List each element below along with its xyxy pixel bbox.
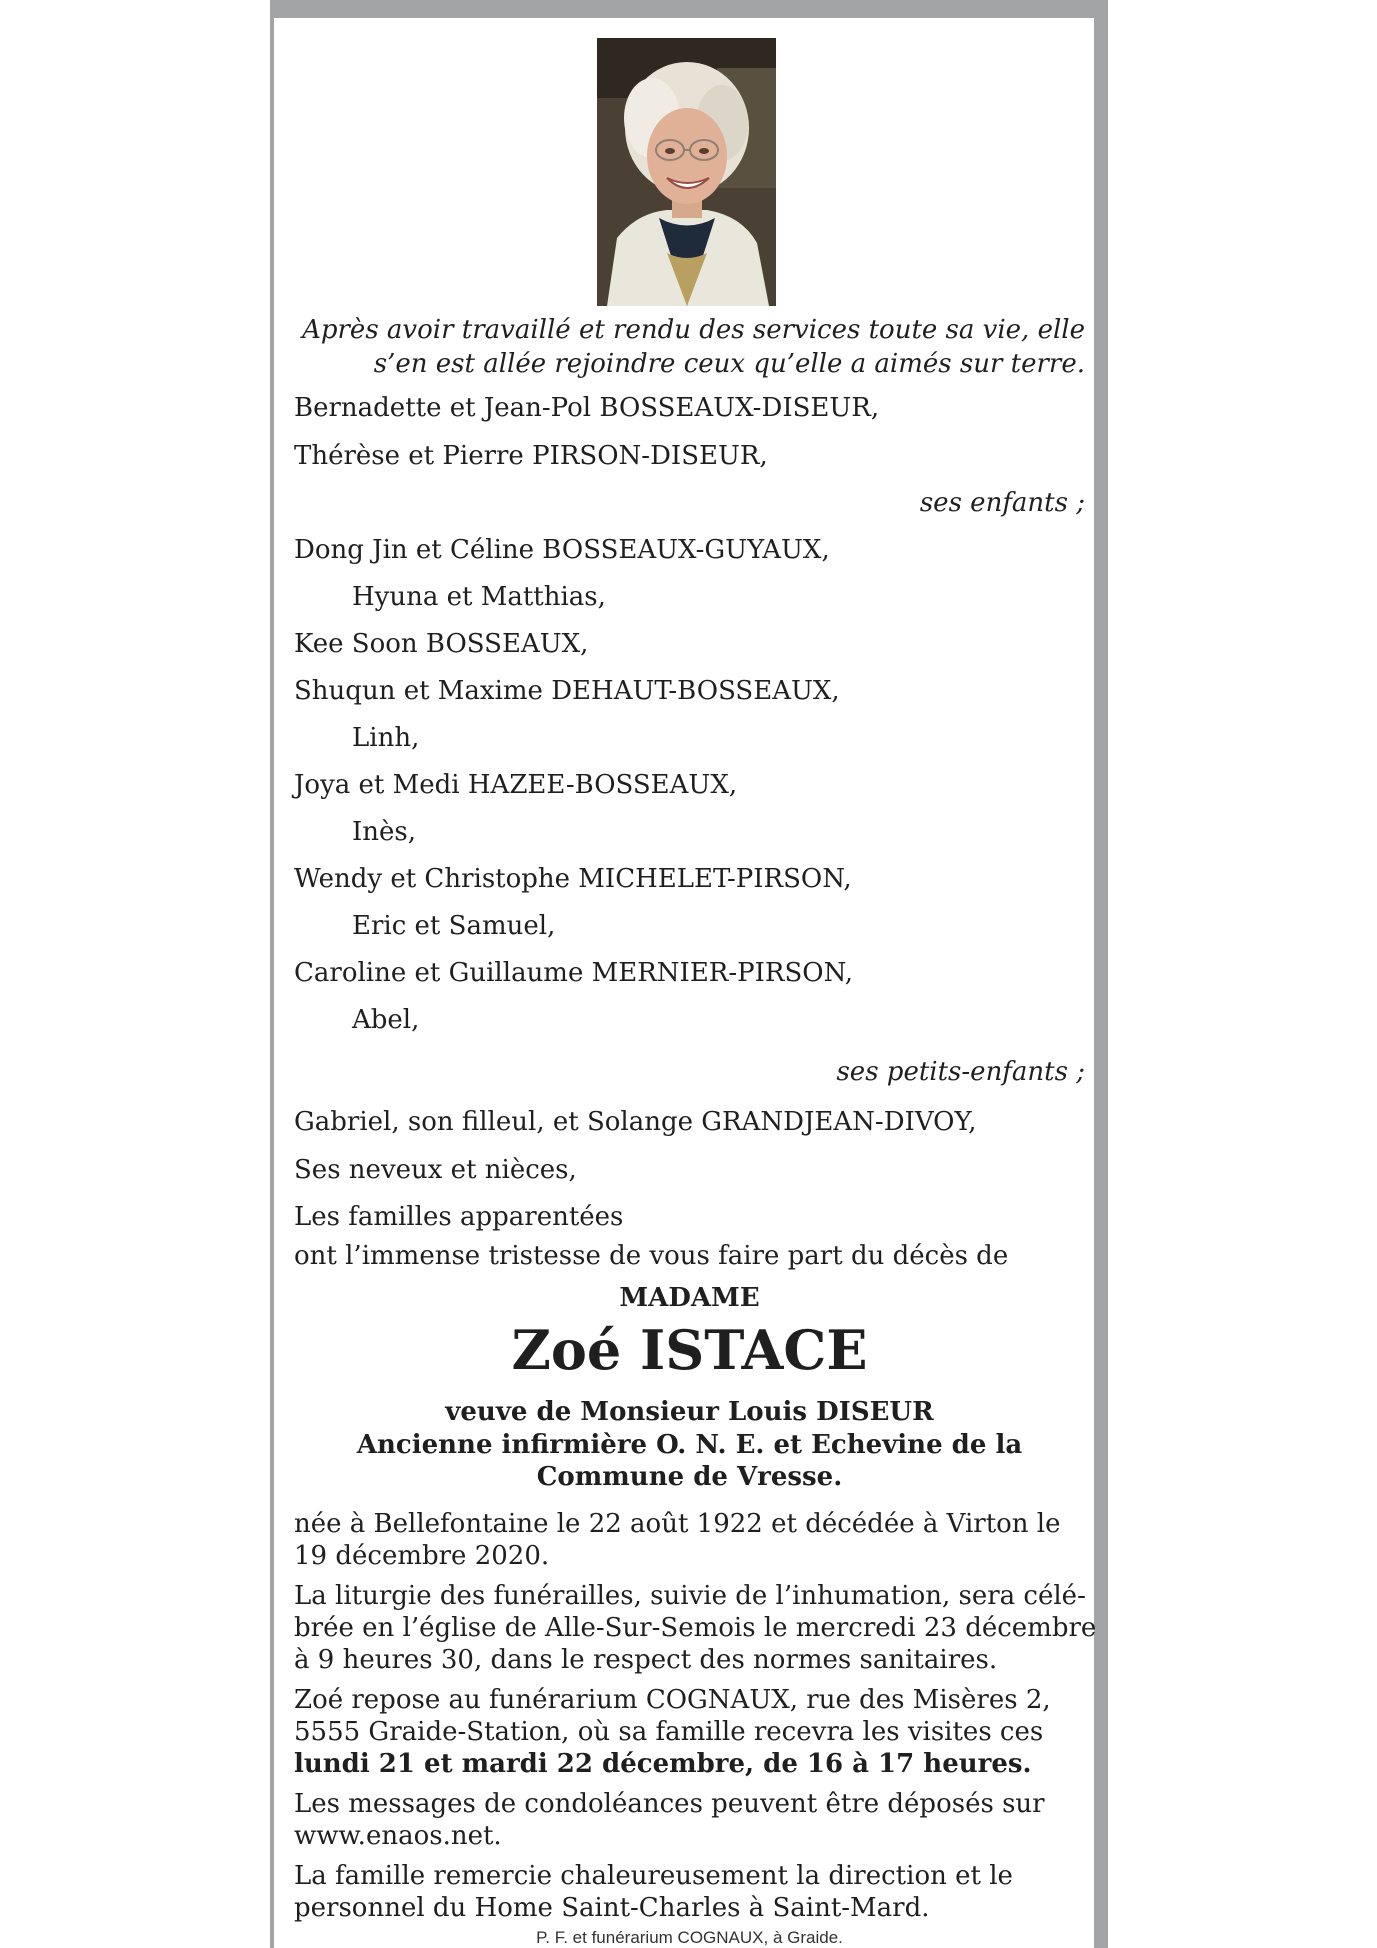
deceased-title-line: Commune de Vresse.	[536, 1462, 843, 1492]
thanks-line: personnel du Home Saint-Charles à Saint-Mard.	[294, 1893, 930, 1923]
funeral-home-credit: P. F. et funérarium COGNAUX, à Graide.	[536, 1928, 843, 1947]
family-member-line: Les familles apparentées	[294, 1202, 624, 1232]
family-member-line: Gabriel, son filleul, et Solange GRANDJEAN-DIVOY,	[294, 1107, 977, 1137]
visitation-times: lundi 21 et mardi 22 décembre, de 16 à 17 heures.	[294, 1749, 1032, 1779]
visitation-line: Zoé repose au funérarium COGNAUX, rue des Misères 2,	[294, 1685, 1051, 1715]
birth-death-line: 19 décembre 2020.	[294, 1541, 550, 1571]
funeral-line: à 9 heures 30, dans le respect des normes sanitaires.	[294, 1645, 998, 1675]
great-grandchildren-line: Inès,	[352, 817, 417, 847]
grandchild-line: Caroline et Guillaume MERNIER-PIRSON,	[294, 958, 853, 988]
condolences-line: www.enaos.net.	[294, 1821, 502, 1851]
announcement-text: ont l’immense tristesse de vous faire part du décès de	[294, 1241, 1009, 1271]
epigraph-line: s’en est allée rejoindre ceux qu’elle a aimés sur terre.	[373, 349, 1085, 379]
honorific: MADAME	[619, 1283, 760, 1313]
grandchild-line: Shuqun et Maxime DEHAUT-BOSSEAUX,	[294, 676, 840, 706]
grandchild-line: Wendy et Christophe MICHELET-PIRSON,	[294, 864, 852, 894]
family-member-line: Ses neveux et nièces,	[294, 1155, 577, 1185]
children-label: ses enfants ;	[919, 488, 1085, 518]
epigraph-line: Après avoir travaillé et rendu des services toute sa vie, elle	[302, 315, 1085, 345]
grandchild-line: Joya et Medi HAZEE-BOSSEAUX,	[294, 770, 738, 800]
family-member-line: Thérèse et Pierre PIRSON-DISEUR,	[294, 441, 768, 471]
grandchild-line: Kee Soon BOSSEAUX,	[294, 629, 589, 659]
birth-death-line: née à Bellefontaine le 22 août 1922 et décédée à Virton le	[294, 1509, 1061, 1539]
deceased-name: Zoé ISTACE	[511, 1318, 868, 1382]
obituary-notice	[270, 0, 1108, 1948]
family-member-line: Bernadette et Jean-Pol BOSSEAUX-DISEUR,	[294, 393, 880, 423]
condolences-line: Les messages de condoléances peuvent être déposés sur	[294, 1789, 1045, 1819]
visitation-line: 5555 Graide-Station, où sa famille recevra les visites ces	[294, 1717, 1044, 1747]
deceased-title-line: veuve de Monsieur Louis DISEUR	[445, 1397, 934, 1427]
portrait-illustration	[597, 38, 776, 306]
portrait-photo	[597, 38, 776, 306]
great-grandchildren-line: Abel,	[352, 1005, 420, 1035]
grandchild-line: Dong Jin et Céline BOSSEAUX-GUYAUX,	[294, 535, 830, 565]
funeral-line: brée en l’église de Alle-Sur-Semois le mercredi 23 décembre	[294, 1613, 1097, 1643]
deceased-title-line: Ancienne infirmière O. N. E. et Echevine de la	[356, 1430, 1023, 1460]
great-grandchildren-line: Linh,	[352, 723, 420, 753]
grandchildren-label: ses petits-enfants ;	[836, 1057, 1085, 1087]
funeral-line: La liturgie des funérailles, suivie de l’inhumation, sera célé-	[294, 1581, 1086, 1611]
thanks-line: La famille remercie chaleureusement la direction et le	[294, 1861, 1013, 1891]
great-grandchildren-line: Hyuna et Matthias,	[352, 582, 606, 612]
great-grandchildren-line: Eric et Samuel,	[352, 911, 556, 941]
